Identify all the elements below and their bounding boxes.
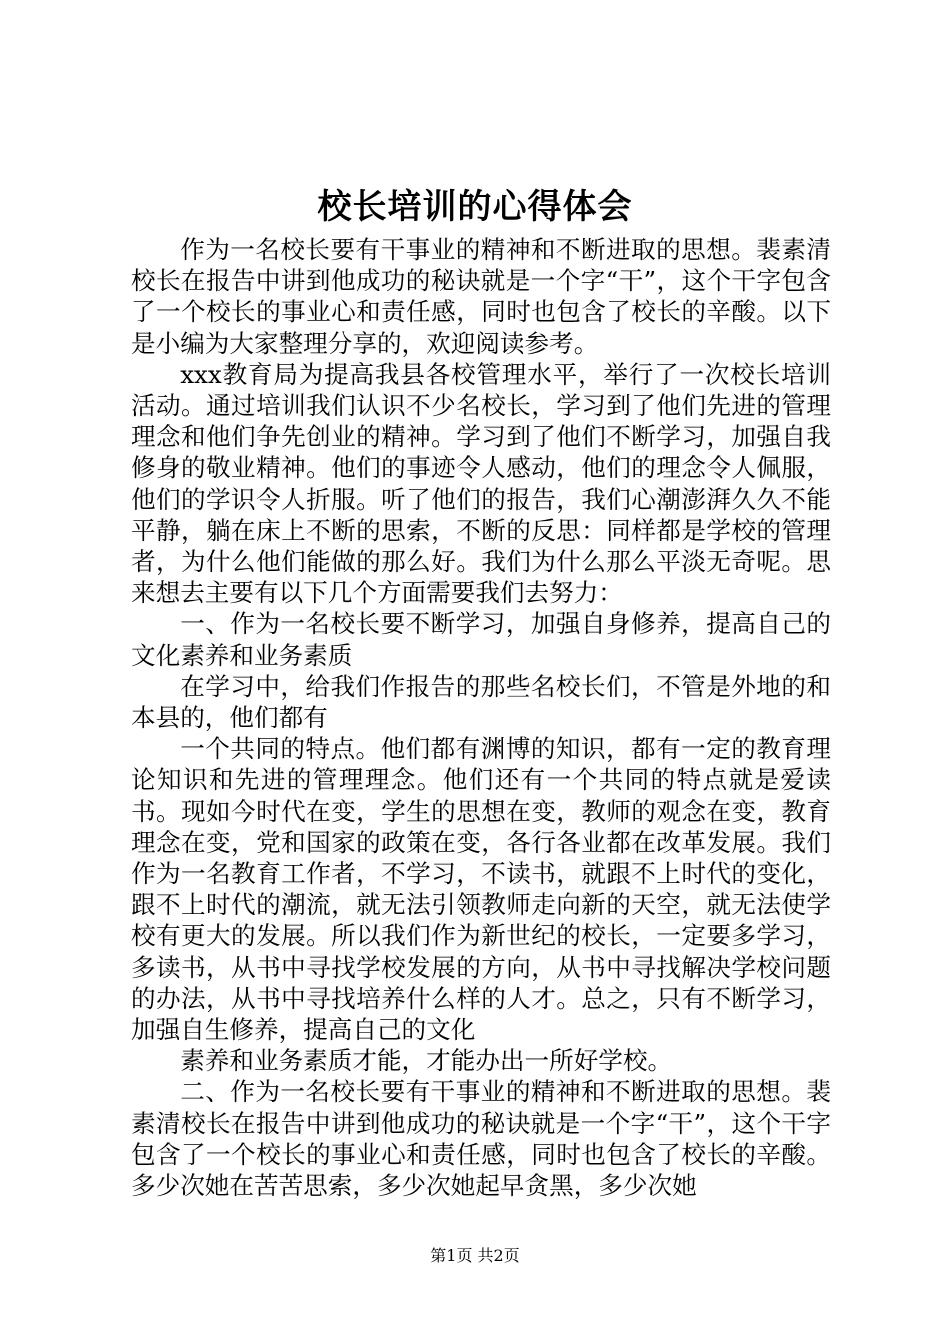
paragraph-training: xxx教育局为提高我县各校管理水平，举行了一次校长培训活动。通过培训我们认识不少名校长，学习到了他们先进的管理理念和他们争先创业的精神。学习到了他们不断学习，加强自我修身的敬业精神。他们的事迹令人感动，他们的理念令人佩服，他们的学识令人折服。听了他们的报告，我们心潮澎湃久久不能平静，躺在床上不断的思索，不断的反思：同样都是学校的管理者，为什么他们能做的那么好。我们为什么那么平淡无奇呢。思来想去主要有以下几个方面需要我们去努力： (131, 359, 831, 608)
paragraph-section-two: 二、作为一名校长要有干事业的精神和不断进取的思想。裴素清校长在报告中讲到他成功的秘诀就是一个字“干”，这个干字包含了一个校长的事业心和责任感，同时也包含了校长的辛酸。多少次她在苦苦思索，多少次她起早贪黑，多少次她 (131, 1077, 831, 1201)
document-body (131, 234, 831, 1201)
paragraph-common-traits: 一个共同的特点。他们都有渊博的知识，都有一定的教育理论知识和先进的管理理念。他们还有一个共同的特点就是爱读书。现如今时代在变，学生的思想在变，教师的观念在变，教育理念在变，党和国家的政策在变，各行各业都在改革发展。我们作为一名教育工作者，不学习，不读书，就跟不上时代的变化，跟不上时代的潮流，就无法引领教师走向新的天空，就无法使学校有更大的发展。所以我们作为新世纪的校长，一定要多学习，多读书，从书中寻找学校发展的方向，从书中寻找解决学校问题的办法，从书中寻找培养什么样的人才。总之，只有不断学习，加强自生修养，提高自己的文化 (131, 734, 831, 1045)
paragraph-intro: 作为一名校长要有干事业的精神和不断进取的思想。裴素清校长在报告中讲到他成功的秘诀就是一个字“干”，这个干字包含了一个校长的事业心和责任感，同时也包含了校长的辛酸。以下是小编为大家整理分享的，欢迎阅读参考。 (131, 235, 831, 358)
document-title: 校长培训的心得体会 (317, 187, 633, 227)
paragraph-conclusion-one: 素养和业务素质才能，才能办出一所好学校。 (180, 1046, 673, 1076)
paragraph-section-one-heading: 一、作为一名校长要不断学习，加强自身修养，提高自己的文化素养和业务素质 (131, 609, 831, 670)
paragraph-learning: 在学习中，给我们作报告的那些名校长们，不管是外地的和本县的，他们都有 (131, 671, 831, 733)
page-footer: 第1页 共2页 (430, 1246, 520, 1265)
